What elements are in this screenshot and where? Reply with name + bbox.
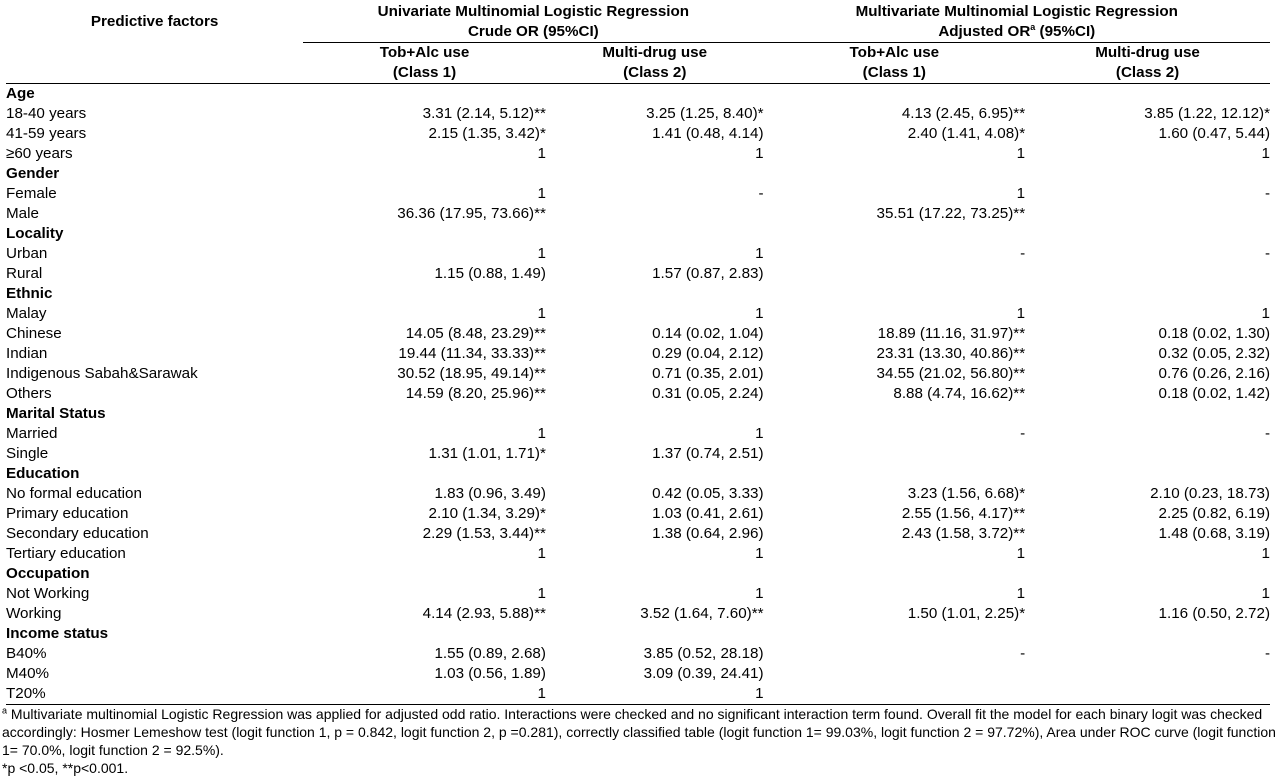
factor-label: Tertiary education [6, 545, 126, 562]
category-row [6, 624, 1270, 644]
uni-tob-value [303, 84, 546, 105]
uni-multi-value: 0.31 (0.05, 2.24) [652, 385, 764, 402]
uni-tob-value: 1 [537, 585, 546, 602]
table-row [6, 584, 1270, 604]
col-class-multi-tob: (Class 1) [764, 63, 1026, 84]
multi-multi-value: 3.85 (1.22, 12.12)* [1144, 105, 1270, 122]
uni-tob-value: 1 [537, 245, 546, 262]
univariate-title: Univariate Multinomial Logistic Regression [377, 3, 690, 20]
uni-multi-value [546, 224, 764, 244]
multi-multi-value [1025, 404, 1270, 424]
uni-tob-value: 1.55 (0.89, 2.68) [434, 645, 546, 662]
uni-tob-value: 1 [537, 305, 546, 322]
category-label: Occupation [6, 565, 90, 582]
multi-multi-value: 2.10 (0.23, 18.73) [1150, 485, 1270, 502]
multi-multi-value [1025, 224, 1270, 244]
uni-tob-value: 3.31 (2.14, 5.12)** [422, 105, 546, 122]
multi-tob-value: 1 [1016, 145, 1026, 162]
multi-multi-value: - [1264, 645, 1270, 662]
multi-tob-value: - [1020, 645, 1026, 662]
factor-label: 18-40 years [6, 105, 87, 122]
multi-tob-value: 34.55 (21.02, 56.80)** [876, 365, 1026, 382]
factor-label: Indigenous Sabah&Sarawak [6, 365, 198, 382]
uni-tob-value: 1 [537, 145, 546, 162]
univariate-subtitle: Crude OR (95%CI) [303, 22, 763, 43]
multi-multi-value: 1.48 (0.68, 3.19) [1158, 525, 1270, 542]
blank-header-cell [6, 43, 303, 64]
multi-tob-value [764, 84, 1026, 105]
multi-multi-value: 1 [1261, 585, 1270, 602]
factor-label: Malay [6, 305, 47, 322]
multi-tob-value [764, 164, 1026, 184]
uni-multi-value: 1.37 (0.74, 2.51) [652, 445, 764, 462]
table-row [6, 604, 1270, 624]
category-label: Income status [6, 625, 109, 642]
table-row [6, 524, 1270, 544]
uni-multi-value: 3.09 (0.39, 24.41) [643, 665, 764, 682]
uni-multi-value [546, 624, 764, 644]
table-row [6, 304, 1270, 324]
factor-label: Primary education [6, 505, 129, 522]
multi-tob-value [764, 684, 1026, 705]
uni-multi-value [546, 84, 764, 105]
uni-tob-value [303, 464, 546, 484]
multivariate-subtitle: Adjusted $OR^a$ (95%CI) [764, 22, 1270, 43]
multi-multi-value: 1 [1261, 305, 1270, 322]
table-row [6, 344, 1270, 364]
uni-tob-value [303, 224, 546, 244]
uni-multi-value: 1 [755, 545, 764, 562]
multi-multi-value: - [1264, 185, 1270, 202]
uni-multi-value: 1.57 (0.87, 2.83) [652, 265, 764, 282]
blank-header-cell [6, 63, 303, 84]
category-label: Locality [6, 225, 64, 242]
table-row [6, 324, 1270, 344]
category-label: Age [6, 85, 35, 102]
table-row [6, 684, 1270, 705]
multi-tob-value: 1 [1016, 185, 1026, 202]
multi-tob-value [764, 564, 1026, 584]
uni-multi-value: 0.42 (0.05, 3.33) [652, 485, 764, 502]
table-row [6, 104, 1270, 124]
uni-tob-value [303, 284, 546, 304]
category-label: Ethnic [6, 285, 53, 302]
uni-tob-value: 1 [303, 684, 546, 705]
multi-multi-value: - [1264, 245, 1270, 262]
uni-multi-value: 1 [755, 245, 764, 262]
uni-tob-value [303, 404, 546, 424]
col-class-uni-multi: (Class 2) [546, 63, 764, 84]
uni-multi-value: 1 [755, 145, 764, 162]
factor-label: T20% [6, 684, 303, 705]
col-header-uni-multi: Multi-drug use [602, 44, 708, 61]
uni-multi-value [546, 164, 764, 184]
multi-multi-value: 2.25 (0.82, 6.19) [1158, 505, 1270, 522]
uni-multi-value: 3.25 (1.25, 8.40)* [646, 105, 764, 122]
uni-multi-value: 0.71 (0.35, 2.01) [652, 365, 764, 382]
uni-tob-value: 1.31 (1.01, 1.71)* [428, 445, 546, 462]
multi-multi-value [1025, 284, 1270, 304]
uni-multi-value [546, 564, 764, 584]
uni-tob-value: 1.83 (0.96, 3.49) [434, 485, 546, 502]
multi-tob-value: 2.43 (1.58, 3.72)** [901, 525, 1026, 542]
table-row [6, 124, 1270, 144]
table-row [6, 184, 1270, 204]
uni-multi-value [546, 404, 764, 424]
multi-tob-value: 8.88 (4.74, 16.62)** [893, 385, 1026, 402]
multi-multi-value [1025, 204, 1270, 224]
uni-tob-value: 19.44 (11.34, 33.33)** [398, 345, 546, 362]
uni-tob-value: 1 [537, 425, 546, 442]
uni-tob-value: 14.59 (8.20, 25.96)** [405, 385, 546, 402]
multi-tob-value: - [1020, 425, 1026, 442]
table-row [6, 544, 1270, 564]
table-row [6, 204, 1270, 224]
multi-multi-value: 1.60 (0.47, 5.44) [1158, 125, 1270, 142]
header-row-3 [6, 43, 1270, 64]
multi-tob-value: 23.31 (13.30, 40.86)** [876, 345, 1026, 362]
multi-multi-value: 0.32 (0.05, 2.32) [1158, 345, 1270, 362]
multi-multi-value: 1.16 (0.50, 2.72) [1158, 605, 1270, 622]
table-notes [2, 705, 1278, 777]
multi-tob-value [764, 464, 1026, 484]
table-row [6, 644, 1270, 664]
table-row [6, 484, 1270, 504]
uni-tob-value: 4.14 (2.93, 5.88)** [422, 605, 546, 622]
multi-tob-value: 18.89 (11.16, 31.97)** [877, 325, 1026, 342]
uni-tob-value: 14.05 (8.48, 23.29)** [405, 325, 546, 342]
header-row-1 [6, 2, 1270, 22]
factor-label: Single [6, 445, 49, 462]
regression-table [6, 2, 1270, 705]
uni-multi-value: 1 [755, 585, 764, 602]
footnote: $^a$ Multivariate multinomial Logistic Regression was applied for adjusted odd ratio. Interactions were checked and no significant interaction term found. Overall fit the model for each binary logit was checked accordingly: Hosmer Lemeshow test (logit function 1, p = 0.842, logit function 2, p =0.281), correctly classified table (logit function 1= 99.03%, logit function 2 = 97.72%), Area under ROC curve (logit function 1= 70.0%, logit function 2 = 92.5%). [2, 705, 1276, 758]
multi-multi-value: 1 [1261, 545, 1270, 562]
multi-tob-value [764, 664, 1026, 684]
multi-multi-value: 0.18 (0.02, 1.30) [1158, 325, 1270, 342]
multi-tob-value [764, 404, 1026, 424]
multi-multi-value [1025, 84, 1270, 105]
multi-tob-value [764, 264, 1026, 284]
multi-multi-value [1025, 464, 1270, 484]
uni-multi-value: 1.03 (0.41, 2.61) [652, 505, 764, 522]
multi-tob-value: 1.50 (1.01, 2.25)* [907, 605, 1026, 622]
table-row [6, 424, 1270, 444]
col-header-multi-multi: Multi-drug use [1095, 44, 1200, 61]
factor-label: No formal education [6, 485, 142, 502]
multi-tob-value: - [1020, 245, 1026, 262]
uni-tob-value: 2.10 (1.34, 3.29)* [428, 505, 546, 522]
category-row [6, 84, 1270, 105]
multi-tob-value: 1 [1016, 545, 1026, 562]
uni-multi-value: 1.41 (0.48, 4.14) [652, 125, 764, 142]
multi-tob-value: 2.55 (1.56, 4.17)** [901, 505, 1026, 522]
factor-label: Female [6, 185, 57, 202]
multi-tob-value: 1 [1016, 585, 1026, 602]
multivariate-title: Multivariate Multinomial Logistic Regression [855, 3, 1178, 20]
factor-label: Secondary education [6, 525, 149, 542]
uni-multi-value: - [758, 185, 764, 202]
table-row [6, 144, 1270, 164]
col-header-multi-tob: Tob+Alc use [849, 44, 940, 61]
multi-tob-value: 2.40 (1.41, 4.08)* [907, 125, 1026, 142]
col-class-multi-multi: (Class 2) [1025, 63, 1270, 84]
table-row [6, 264, 1270, 284]
factor-label: 41-59 years [6, 125, 87, 142]
uni-tob-value: 2.29 (1.53, 3.44)** [422, 525, 546, 542]
multi-tob-value: 3.23 (1.56, 6.68)* [907, 485, 1026, 502]
multi-tob-value: 35.51 (17.22, 73.25)** [876, 205, 1026, 222]
factor-label: ≥60 years [6, 145, 73, 162]
multi-multi-value: 0.76 (0.26, 2.16) [1158, 365, 1270, 382]
multi-tob-value: 1 [1016, 305, 1026, 322]
category-row [6, 564, 1270, 584]
multi-multi-value [1025, 684, 1270, 705]
factor-label: Indian [6, 345, 48, 362]
category-label: Education [6, 465, 80, 482]
multi-tob-value [764, 624, 1026, 644]
multi-multi-value [1025, 264, 1270, 284]
table-row [6, 504, 1270, 524]
predictive-factors-header: Predictive factors [90, 13, 219, 31]
uni-multi-value: 1 [755, 305, 764, 322]
category-row [6, 284, 1270, 304]
col-header-uni-tob: Tob+Alc use [379, 44, 470, 61]
factor-label: M40% [6, 665, 50, 682]
uni-multi-value [546, 284, 764, 304]
uni-tob-value: 1 [537, 185, 546, 202]
multi-multi-value: 0.18 (0.02, 1.42) [1158, 385, 1270, 402]
multi-tob-value [764, 224, 1026, 244]
uni-tob-value: 1 [537, 545, 546, 562]
category-row [6, 164, 1270, 184]
multi-multi-value [1025, 444, 1270, 464]
uni-tob-value: 30.52 (18.95, 49.14)** [397, 365, 546, 382]
multi-tob-value [764, 284, 1026, 304]
table-row [6, 444, 1270, 464]
table-body [6, 84, 1270, 705]
factor-label: Others [6, 385, 52, 402]
factor-label: Rural [6, 265, 43, 282]
multi-multi-value [1025, 624, 1270, 644]
uni-tob-value [303, 624, 546, 644]
table-row [6, 244, 1270, 264]
uni-multi-value: 3.85 (0.52, 28.18) [643, 645, 764, 662]
uni-multi-value: 1 [755, 425, 764, 442]
category-row [6, 404, 1270, 424]
multi-tob-value [764, 444, 1026, 464]
factor-label: Married [6, 425, 58, 442]
uni-multi-value [546, 204, 764, 224]
multi-multi-value: - [1264, 425, 1270, 442]
header-row-4 [6, 63, 1270, 84]
multi-multi-value [1025, 164, 1270, 184]
uni-multi-value [546, 464, 764, 484]
significance-note: *p <0.05, **p<0.001. [2, 760, 129, 776]
factor-label: Male [6, 205, 39, 222]
uni-tob-value: 36.36 (17.95, 73.66)** [397, 205, 546, 222]
category-label: Marital Status [6, 405, 106, 422]
table-row [6, 384, 1270, 404]
factor-label: B40% [6, 645, 47, 662]
multi-tob-value: 4.13 (2.45, 6.95)** [901, 105, 1026, 122]
table-row [6, 664, 1270, 684]
uni-multi-value: 0.29 (0.04, 2.12) [652, 345, 764, 362]
table-row [6, 364, 1270, 384]
uni-tob-value: 2.15 (1.35, 3.42)* [428, 125, 546, 142]
uni-multi-value: 0.14 (0.02, 1.04) [652, 325, 764, 342]
uni-multi-value: 1 [546, 684, 764, 705]
uni-multi-value: 3.52 (1.64, 7.60)** [640, 605, 764, 622]
multi-multi-value: 1 [1261, 145, 1270, 162]
category-row [6, 464, 1270, 484]
category-row [6, 224, 1270, 244]
uni-tob-value [303, 164, 546, 184]
category-label: Gender [6, 165, 60, 182]
col-class-uni-tob: (Class 1) [303, 63, 546, 84]
factor-label: Not Working [6, 585, 90, 602]
uni-tob-value [303, 564, 546, 584]
uni-tob-value: 1.15 (0.88, 1.49) [434, 265, 546, 282]
factor-label: Chinese [6, 325, 62, 342]
uni-tob-value: 1.03 (0.56, 1.89) [434, 665, 546, 682]
multi-multi-value [1025, 664, 1270, 684]
factor-label: Urban [6, 245, 48, 262]
uni-multi-value: 1.38 (0.64, 2.96) [652, 525, 764, 542]
factor-label: Working [6, 605, 62, 622]
multi-multi-value [1025, 564, 1270, 584]
